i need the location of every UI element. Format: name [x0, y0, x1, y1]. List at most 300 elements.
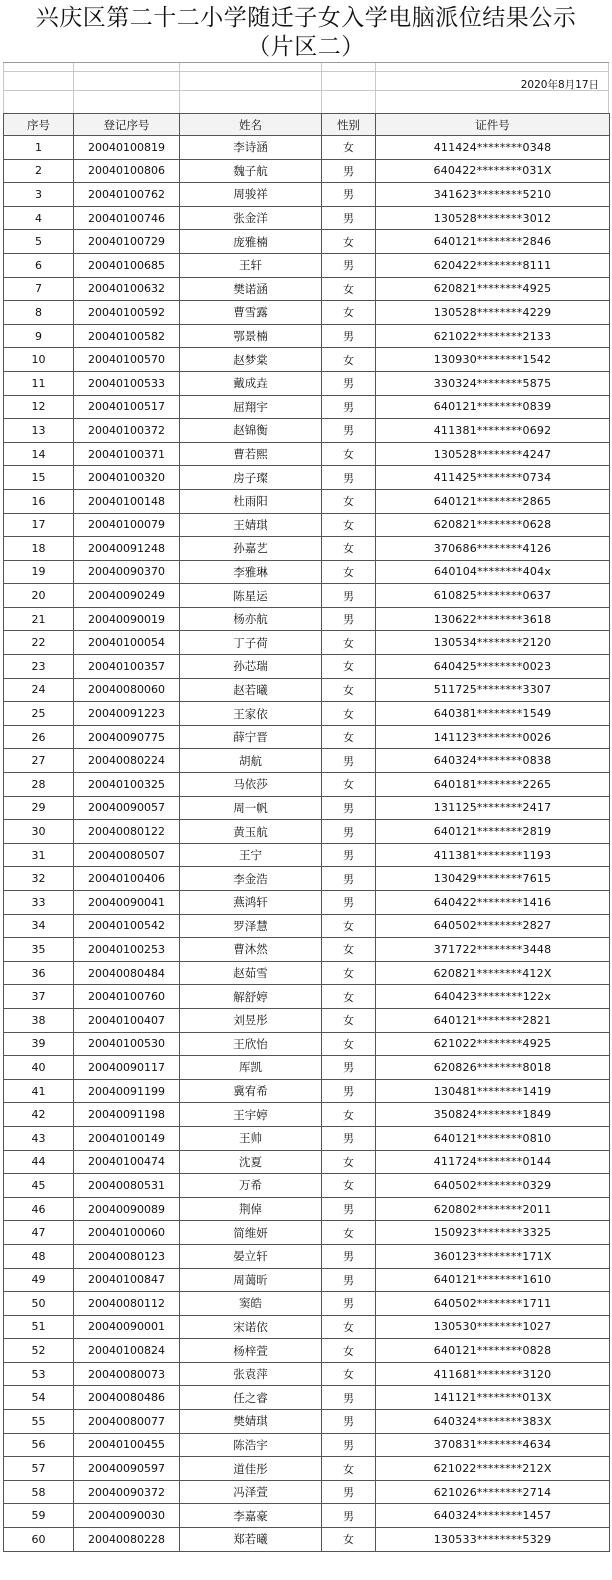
id-no-cell: 640121********0828 — [376, 1339, 610, 1363]
id-no-cell: 130533********5329 — [376, 1528, 610, 1552]
reg-no-cell: 20040090089 — [74, 1197, 180, 1221]
table-row — [4, 230, 610, 254]
table-row — [4, 985, 610, 1009]
gender-cell: 女 — [322, 1103, 376, 1127]
table-row — [4, 136, 610, 160]
table-row — [4, 702, 610, 726]
seq-cell: 31 — [4, 843, 74, 867]
gender-cell: 女 — [322, 938, 376, 962]
id-no-cell: 130622********3618 — [376, 607, 610, 631]
seq-cell: 39 — [4, 1032, 74, 1056]
page-title — [3, 0, 609, 62]
id-no-cell: 640121********2846 — [376, 230, 610, 254]
table-row — [4, 843, 610, 867]
table-row — [4, 796, 610, 820]
table-row — [4, 1433, 610, 1457]
id-no-cell: 640324********0838 — [376, 749, 610, 773]
results-sheet — [3, 0, 609, 1552]
name-cell: 张金洋 — [180, 206, 322, 230]
table-row — [4, 466, 610, 490]
table-row — [4, 820, 610, 844]
name-cell: 樊婧琪 — [180, 1410, 322, 1434]
reg-no-cell: 20040100148 — [74, 489, 180, 513]
gender-cell: 女 — [322, 985, 376, 1009]
seq-cell: 24 — [4, 678, 74, 702]
table-row — [4, 867, 610, 891]
name-cell: 解舒婷 — [180, 985, 322, 1009]
gender-cell: 女 — [322, 961, 376, 985]
table-row — [4, 678, 610, 702]
gender-cell: 女 — [322, 1339, 376, 1363]
gender-cell: 男 — [322, 466, 376, 490]
name-cell: 刘昱彤 — [180, 1008, 322, 1032]
reg-no-cell: 20040090370 — [74, 560, 180, 584]
name-cell: 丁子荷 — [180, 631, 322, 655]
name-cell: 孙芯瑞 — [180, 655, 322, 679]
id-no-cell: 640502********0329 — [376, 1174, 610, 1198]
id-no-cell: 640121********1610 — [376, 1268, 610, 1292]
reg-no-cell: 20040100632 — [74, 277, 180, 301]
seq-cell: 30 — [4, 820, 74, 844]
reg-no-cell: 20040100746 — [74, 206, 180, 230]
table-row — [4, 1386, 610, 1410]
seq-cell: 8 — [4, 301, 74, 325]
gender-cell: 男 — [322, 1480, 376, 1504]
reg-no-cell: 20040080060 — [74, 678, 180, 702]
table-row — [4, 159, 610, 183]
table-row — [4, 183, 610, 207]
seq-cell: 41 — [4, 1079, 74, 1103]
seq-cell: 53 — [4, 1362, 74, 1386]
name-cell: 杨梓萱 — [180, 1339, 322, 1363]
seq-cell: 10 — [4, 348, 74, 372]
gender-cell: 男 — [322, 820, 376, 844]
seq-cell: 6 — [4, 253, 74, 277]
table-row — [4, 371, 610, 395]
reg-no-cell: 20040091198 — [74, 1103, 180, 1127]
gender-cell: 女 — [322, 725, 376, 749]
table-row — [4, 1292, 610, 1316]
id-no-cell: 131125********2417 — [376, 796, 610, 820]
reg-no-cell: 20040100847 — [74, 1268, 180, 1292]
col-header-seq: 序号 — [4, 114, 74, 136]
gender-cell: 女 — [322, 1528, 376, 1552]
reg-no-cell: 20040091223 — [74, 702, 180, 726]
name-cell: 王婧琪 — [180, 513, 322, 537]
name-cell: 曹雪露 — [180, 301, 322, 325]
id-no-cell: 640324********1457 — [376, 1504, 610, 1528]
id-no-cell: 640181********2265 — [376, 773, 610, 797]
name-cell: 樊诺涵 — [180, 277, 322, 301]
name-cell: 窦皓 — [180, 1292, 322, 1316]
table-row — [4, 395, 610, 419]
id-no-cell: 621022********2133 — [376, 324, 610, 348]
seq-cell: 2 — [4, 159, 74, 183]
reg-no-cell: 20040080224 — [74, 749, 180, 773]
gender-cell: 男 — [322, 607, 376, 631]
table-row — [4, 1244, 610, 1268]
id-no-cell: 141123********0026 — [376, 725, 610, 749]
id-no-cell: 640104********404x — [376, 560, 610, 584]
gender-cell: 女 — [322, 702, 376, 726]
gender-cell: 女 — [322, 1221, 376, 1245]
seq-cell: 45 — [4, 1174, 74, 1198]
seq-cell: 7 — [4, 277, 74, 301]
id-no-cell: 640324********383X — [376, 1410, 610, 1434]
reg-no-cell: 20040100320 — [74, 466, 180, 490]
id-no-cell: 620826********8018 — [376, 1056, 610, 1080]
seq-cell: 29 — [4, 796, 74, 820]
table-row — [4, 1103, 610, 1127]
name-cell: 房子璨 — [180, 466, 322, 490]
id-no-cell: 640381********1549 — [376, 702, 610, 726]
seq-cell: 52 — [4, 1339, 74, 1363]
gender-cell: 男 — [322, 843, 376, 867]
id-no-cell: 610825********0637 — [376, 584, 610, 608]
seq-cell: 57 — [4, 1457, 74, 1481]
reg-no-cell: 20040100592 — [74, 301, 180, 325]
reg-no-cell: 20040080486 — [74, 1386, 180, 1410]
id-no-cell: 621022********4925 — [376, 1032, 610, 1056]
publish-date: 2020年8月17日 — [520, 79, 599, 91]
seq-cell: 18 — [4, 537, 74, 561]
reg-no-cell: 20040080123 — [74, 1244, 180, 1268]
id-no-cell: 130528********3012 — [376, 206, 610, 230]
reg-no-cell: 20040080484 — [74, 961, 180, 985]
gender-cell: 男 — [322, 419, 376, 443]
table-row — [4, 1268, 610, 1292]
reg-no-cell: 20040100372 — [74, 419, 180, 443]
gender-cell: 男 — [322, 1386, 376, 1410]
reg-no-cell: 20040100819 — [74, 136, 180, 160]
seq-cell: 35 — [4, 938, 74, 962]
reg-no-cell: 20040090030 — [74, 1504, 180, 1528]
gender-cell: 男 — [322, 867, 376, 891]
seq-cell: 43 — [4, 1126, 74, 1150]
table-row — [4, 1457, 610, 1481]
name-cell: 宋诺依 — [180, 1315, 322, 1339]
col-header-reg-no: 登记序号 — [74, 114, 180, 136]
col-header-name: 姓名 — [180, 114, 322, 136]
reg-no-cell: 20040100582 — [74, 324, 180, 348]
id-no-cell: 620802********2011 — [376, 1197, 610, 1221]
table-row — [4, 631, 610, 655]
table-row — [4, 1197, 610, 1221]
col-header-id-no: 证件号 — [376, 114, 610, 136]
id-no-cell: 130930********1542 — [376, 348, 610, 372]
gender-cell: 女 — [322, 1362, 376, 1386]
gender-cell: 男 — [322, 1410, 376, 1434]
gender-cell: 男 — [322, 371, 376, 395]
name-cell: 沈夏 — [180, 1150, 322, 1174]
id-no-cell: 350824********1849 — [376, 1103, 610, 1127]
name-cell: 周蔼昕 — [180, 1268, 322, 1292]
table-row — [4, 537, 610, 561]
id-no-cell: 640121********0810 — [376, 1126, 610, 1150]
reg-no-cell: 20040080122 — [74, 820, 180, 844]
seq-cell: 15 — [4, 466, 74, 490]
gender-cell: 女 — [322, 678, 376, 702]
id-no-cell: 411425********0734 — [376, 466, 610, 490]
seq-cell: 55 — [4, 1410, 74, 1434]
table-row — [4, 773, 610, 797]
table-row — [4, 1126, 610, 1150]
seq-cell: 22 — [4, 631, 74, 655]
reg-no-cell: 20040100729 — [74, 230, 180, 254]
gender-cell: 男 — [322, 1433, 376, 1457]
table-row — [4, 1221, 610, 1245]
id-no-cell: 411424********0348 — [376, 136, 610, 160]
table-row — [4, 513, 610, 537]
seq-cell: 19 — [4, 560, 74, 584]
seq-cell: 38 — [4, 1008, 74, 1032]
id-no-cell: 141121********013X — [376, 1386, 610, 1410]
table-row — [4, 914, 610, 938]
table-row — [4, 419, 610, 443]
name-cell: 陈星运 — [180, 584, 322, 608]
table-row — [4, 301, 610, 325]
reg-no-cell: 20040091199 — [74, 1079, 180, 1103]
id-no-cell: 640121********2865 — [376, 489, 610, 513]
reg-no-cell: 20040100760 — [74, 985, 180, 1009]
name-cell: 王家依 — [180, 702, 322, 726]
seq-cell: 51 — [4, 1315, 74, 1339]
gender-cell: 女 — [322, 136, 376, 160]
reg-no-cell: 20040100570 — [74, 348, 180, 372]
reg-no-cell: 20040080073 — [74, 1362, 180, 1386]
gender-cell: 女 — [322, 489, 376, 513]
reg-no-cell: 20040090019 — [74, 607, 180, 631]
name-cell: 罗泽慧 — [180, 914, 322, 938]
name-cell: 赵锦衡 — [180, 419, 322, 443]
name-cell: 薛宁晋 — [180, 725, 322, 749]
gender-cell: 女 — [322, 631, 376, 655]
table-row — [4, 1315, 610, 1339]
seq-cell: 44 — [4, 1150, 74, 1174]
name-cell: 王轩 — [180, 253, 322, 277]
gender-cell: 女 — [322, 914, 376, 938]
reg-no-cell: 20040100806 — [74, 159, 180, 183]
name-cell: 张袁萍 — [180, 1362, 322, 1386]
title-line-1: 兴庆区第二十二小学随迁子女入学电脑派位结果公示 — [35, 5, 577, 31]
table-row — [4, 253, 610, 277]
id-no-cell: 371722********3448 — [376, 938, 610, 962]
seq-cell: 54 — [4, 1386, 74, 1410]
table-row — [4, 655, 610, 679]
id-no-cell: 620821********412X — [376, 961, 610, 985]
name-cell: 杨亦航 — [180, 607, 322, 631]
gender-cell: 男 — [322, 1079, 376, 1103]
reg-no-cell: 20040100079 — [74, 513, 180, 537]
table-row — [4, 749, 610, 773]
reg-no-cell: 20040100517 — [74, 395, 180, 419]
col-header-gender: 性别 — [322, 114, 376, 136]
table-row — [4, 1504, 610, 1528]
name-cell: 周骏祥 — [180, 183, 322, 207]
name-cell: 冀宥希 — [180, 1079, 322, 1103]
seq-cell: 59 — [4, 1504, 74, 1528]
reg-no-cell: 20040100371 — [74, 442, 180, 466]
name-cell: 周一帆 — [180, 796, 322, 820]
table-row — [4, 725, 610, 749]
seq-cell: 3 — [4, 183, 74, 207]
id-no-cell: 130429********7615 — [376, 867, 610, 891]
name-cell: 王宁 — [180, 843, 322, 867]
gender-cell: 男 — [322, 1126, 376, 1150]
id-no-cell: 620821********0628 — [376, 513, 610, 537]
seq-cell: 33 — [4, 891, 74, 915]
name-cell: 晏立轩 — [180, 1244, 322, 1268]
reg-no-cell: 20040100407 — [74, 1008, 180, 1032]
seq-cell: 9 — [4, 324, 74, 348]
name-cell: 燕鸿轩 — [180, 891, 322, 915]
reg-no-cell: 20040091248 — [74, 537, 180, 561]
table-row — [4, 348, 610, 372]
reg-no-cell: 20040100542 — [74, 914, 180, 938]
name-cell: 杜雨阳 — [180, 489, 322, 513]
table-row — [4, 891, 610, 915]
name-cell: 孙嘉艺 — [180, 537, 322, 561]
gender-cell: 女 — [322, 1150, 376, 1174]
gender-cell: 男 — [322, 1292, 376, 1316]
id-no-cell: 640423********122x — [376, 985, 610, 1009]
reg-no-cell: 20040100824 — [74, 1339, 180, 1363]
name-cell: 王宇婷 — [180, 1103, 322, 1127]
reg-no-cell: 20040100054 — [74, 631, 180, 655]
seq-cell: 58 — [4, 1480, 74, 1504]
id-no-cell: 411381********1193 — [376, 843, 610, 867]
id-no-cell: 621022********212X — [376, 1457, 610, 1481]
reg-no-cell: 20040090057 — [74, 796, 180, 820]
seq-cell: 47 — [4, 1221, 74, 1245]
seq-cell: 23 — [4, 655, 74, 679]
table-row — [4, 206, 610, 230]
reg-no-cell: 20040090372 — [74, 1480, 180, 1504]
gender-cell: 女 — [322, 537, 376, 561]
seq-cell: 49 — [4, 1268, 74, 1292]
gender-cell: 女 — [322, 230, 376, 254]
id-no-cell: 411724********0144 — [376, 1150, 610, 1174]
table-row — [4, 584, 610, 608]
gender-cell: 女 — [322, 1315, 376, 1339]
reg-no-cell: 20040090597 — [74, 1457, 180, 1481]
name-cell: 简维妍 — [180, 1221, 322, 1245]
gender-cell: 女 — [322, 560, 376, 584]
gender-cell: 男 — [322, 1268, 376, 1292]
table-row — [4, 607, 610, 631]
table-body — [4, 136, 610, 1552]
name-cell: 赵茹雪 — [180, 961, 322, 985]
gender-cell: 男 — [322, 183, 376, 207]
name-cell: 道佳彤 — [180, 1457, 322, 1481]
id-no-cell: 640121********2821 — [376, 1008, 610, 1032]
name-cell: 李诗涵 — [180, 136, 322, 160]
reg-no-cell: 20040090001 — [74, 1315, 180, 1339]
name-cell: 陈浩宇 — [180, 1433, 322, 1457]
seq-cell: 28 — [4, 773, 74, 797]
reg-no-cell: 20040100406 — [74, 867, 180, 891]
seq-cell: 34 — [4, 914, 74, 938]
table-row — [4, 1056, 610, 1080]
gender-cell: 男 — [322, 749, 376, 773]
table-row — [4, 560, 610, 584]
table-row — [4, 1410, 610, 1434]
gender-cell: 男 — [322, 1244, 376, 1268]
name-cell: 庞雅楠 — [180, 230, 322, 254]
reg-no-cell: 20040080228 — [74, 1528, 180, 1552]
id-no-cell: 640425********0023 — [376, 655, 610, 679]
name-cell: 厍凯 — [180, 1056, 322, 1080]
name-cell: 郑若曦 — [180, 1528, 322, 1552]
gender-cell: 男 — [322, 1056, 376, 1080]
reg-no-cell: 20040090041 — [74, 891, 180, 915]
name-cell: 任之睿 — [180, 1386, 322, 1410]
seq-cell: 27 — [4, 749, 74, 773]
table-row — [4, 938, 610, 962]
gender-cell: 男 — [322, 1197, 376, 1221]
reg-no-cell: 20040080531 — [74, 1174, 180, 1198]
reg-no-cell: 20040090775 — [74, 725, 180, 749]
table-row — [4, 1339, 610, 1363]
seq-cell: 25 — [4, 702, 74, 726]
reg-no-cell: 20040100325 — [74, 773, 180, 797]
reg-no-cell: 20040100149 — [74, 1126, 180, 1150]
id-no-cell: 370686********4126 — [376, 537, 610, 561]
reg-no-cell: 20040100762 — [74, 183, 180, 207]
name-cell: 李嘉豪 — [180, 1504, 322, 1528]
gender-cell: 女 — [322, 773, 376, 797]
reg-no-cell: 20040100530 — [74, 1032, 180, 1056]
seq-cell: 36 — [4, 961, 74, 985]
gender-cell: 男 — [322, 584, 376, 608]
reg-no-cell: 20040100474 — [74, 1150, 180, 1174]
gender-cell: 男 — [322, 395, 376, 419]
gender-cell: 女 — [322, 277, 376, 301]
id-no-cell: 130481********1419 — [376, 1079, 610, 1103]
gender-cell: 男 — [322, 324, 376, 348]
table-row — [4, 277, 610, 301]
table-row — [4, 489, 610, 513]
results-table — [3, 113, 610, 1552]
id-no-cell: 620422********8111 — [376, 253, 610, 277]
name-cell: 冯泽萱 — [180, 1480, 322, 1504]
gender-cell: 男 — [322, 891, 376, 915]
gender-cell: 男 — [322, 253, 376, 277]
reg-no-cell: 20040100357 — [74, 655, 180, 679]
gender-cell: 男 — [322, 206, 376, 230]
seq-cell: 46 — [4, 1197, 74, 1221]
reg-no-cell: 20040080507 — [74, 843, 180, 867]
id-no-cell: 341623********5210 — [376, 183, 610, 207]
name-cell: 荆倬 — [180, 1197, 322, 1221]
seq-cell: 26 — [4, 725, 74, 749]
id-no-cell: 511725********3307 — [376, 678, 610, 702]
seq-cell: 32 — [4, 867, 74, 891]
table-row — [4, 1480, 610, 1504]
name-cell: 李雅琳 — [180, 560, 322, 584]
seq-cell: 14 — [4, 442, 74, 466]
id-no-cell: 640121********2819 — [376, 820, 610, 844]
id-no-cell: 640502********2827 — [376, 914, 610, 938]
table-row — [4, 1008, 610, 1032]
table-row — [4, 324, 610, 348]
gender-cell: 女 — [322, 1008, 376, 1032]
id-no-cell: 620821********4925 — [376, 277, 610, 301]
id-no-cell: 640422********1416 — [376, 891, 610, 915]
reg-no-cell: 20040080077 — [74, 1410, 180, 1434]
table-row — [4, 1032, 610, 1056]
name-cell: 李金浩 — [180, 867, 322, 891]
